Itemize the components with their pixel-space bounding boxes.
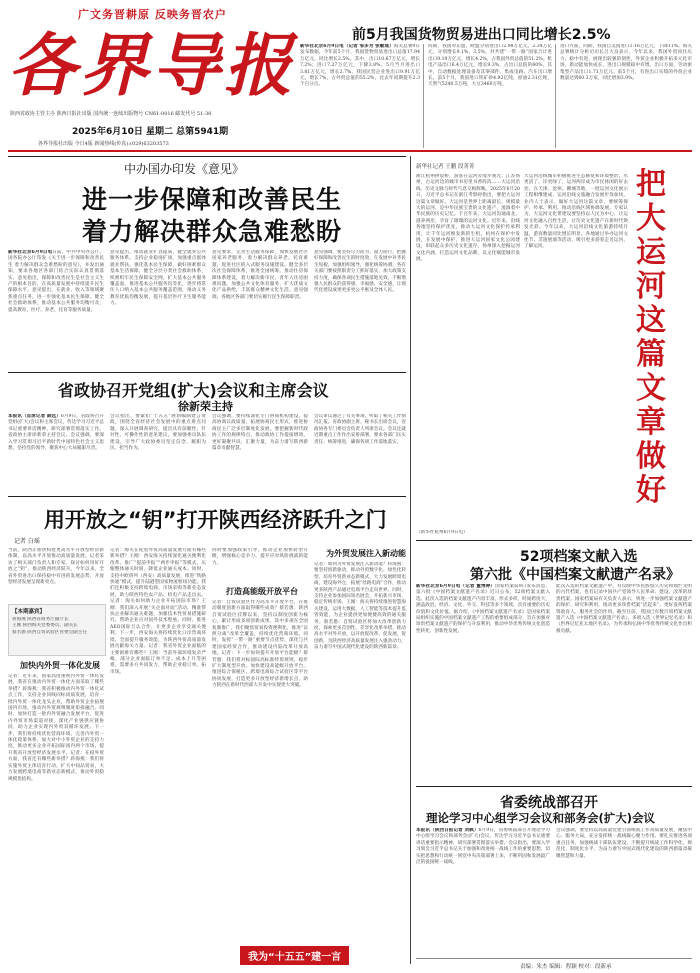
story2-body-2: 会议指出，要紧扣“十五五”规划编制建言资政，围绕全省经济社会发展中的重点难点问题，深入开展调查研究，提出具有前瞻性、针对性、可操作性的意见建议。要加强委员队伍建设，引导广大政协委员坚定信念、履职为民、担当作为。	[110, 414, 206, 452]
story3-banner: 我为“十五五”建一言	[240, 946, 349, 965]
masthead-rule	[8, 150, 692, 152]
masthead-slogan: 广文务晋耕原 反映务晋农户	[78, 8, 227, 21]
divider	[555, 44, 556, 148]
story4-body-1: 新华社北京6月9日电（记者 董博婷）国家档案局9日发布消息，第六批《中国档案文献遗产名录》近日公布，52项档案文献入选。此次入选的档案文献遗产内容丰富、形式多样，时间跨度大，涵盖政治、经济、文化、外交、科技等多个领域，具有重要的历史价值和文化价值。据介绍，《中国档案文献遗产名录》是国家档案局组织实施的中国档案文献遗产工程的重要组成部分，旨在加强对珍贵档案文献遗产的保护与开发利用，推动中华优秀传统文化创造性转化、创新性发展。	[416, 584, 550, 634]
masthead-info: 各界导报社出版 今日4版 新闻热线(传真):(029)63203573	[38, 141, 169, 147]
right-col-footer: （新华社杭州6月9日电）	[416, 530, 468, 535]
guest-1: 蒋海燕 陕西省商务厅副厅长	[12, 617, 69, 622]
lead-title-line1: 进一步保障和改善民生	[82, 185, 343, 214]
guest-box	[8, 604, 106, 656]
divider	[423, 44, 424, 148]
story2-title: 省政协召开党组(扩大)会议和主席会议	[58, 381, 329, 400]
lead-body-4: 意见强调，要坚持尽力而为、量力而行，把握好保障和改善民生的时度效，在发展中补齐民生短板。加强组织领导，强化统筹协调，各有关部门要按照职责分工抓好落实，加大政策支持力度，确保各项民生措施落地见效，不断增强人民群众的获得感、幸福感、安全感，让现代化建设成果更多更公平惠及全体人民。	[314, 250, 406, 294]
story2-body-1: 本报讯（首席记者 薛远）6月9日，省政协召开党组(扩大)会议和主席会议，传达学习习近平总书记重要讲话精神，研究部署贯彻落实工作。省政协主席徐新荣主持会议。会议强调，要深入学习贯彻习近平新时代中国特色社会主义思想，坚持党的领导，聚焦中心大局履职尽责。	[8, 414, 104, 452]
masthead-cn: 国内统一连续出版物号 CN61-0016 邮发代号 51-38	[93, 111, 212, 117]
story5-byline: 本报讯（陕西日报记者 刘枫）	[416, 828, 479, 833]
story2-body-4: 会议审议通过了有关事项，听取了相关工作情况汇报。省政协副主席、秘书长出席会议，省政协各专门委员会负责人列席会议。会议还就近期重点工作作出安排部署，要求各部门压实责任、统筹推进，确保各项工作落地落实。	[314, 414, 406, 445]
story3-body-5: 记者：自贸试验区作为高水平开放平台，在推动制度创新方面取得哪些成效？蔡若愚：陕西自贸试验区挂牌以来，坚持以制度创新为核心，累计形成多项创新成果，其中多项在全国复制推广。我们聚焦贸易投资便利化，推进“证照分离”改革全覆盖，持续优化营商环境。同时，发挥“一带一路”重要节点优势，深化与共建国家经贸合作，推动建设内陆改革开放高地。记者：下一步如何提升开放平台能级？蔡若愚：我们将对标国际高标准经贸规则，稳步扩大制度型开放，加快建设高能级开放平台，推进综合保税区、跨境电商综合试验区等平台协同发展，打造更多开放型经济新增长点，助力陕西在新时代西部大开发中实现更大突破。	[212, 600, 308, 689]
lead-byline: 新华社北京6月9日电	[8, 250, 53, 255]
lead-body-3: 意见要求，完善生活服务保障，加快发展社区居家养老服务，着力解决群众养老、托育难题，促进社区嵌入式服务设施建设。健全多层次社会保障体系，推进全国统筹。推动住房保障体系建设，着力解决新市民、青年人住房困难问题。加强公共文化体育服务，扩大优质文化产品供给，丰富群众精神文化生活。意见强调，各地区各部门要切实履行民生保障职责。	[212, 250, 308, 300]
masthead-sponsor	[10, 110, 290, 117]
story5-title-line2: 理论学习中心组学习会议和部务会(扩大)会议	[426, 811, 656, 825]
rule	[8, 496, 406, 497]
right-col-body-2: 大运河沿线城市积极推进生态修复和环境整治，水更清了，岸更绿了，运河两岸成为市民休闲的好去处。在天津、沧州、聊城等地，一批运河文化展示工程相继建成，运河沿线文旅融合发展步伐加快。业内人士表示，做好大运河这篇文章，要统筹保护、传承、利用，推动沿线区域协调发展。专家认为，大运河文化带建设要坚持以人民为中心，让运河文化融入百姓生活，让历史文化遗产在新时代焕发光彩。今年以来，大运河沿线文化旅游持续升温，游客数量同比增长明显。各地通过举办运河文化节、非遗展演等活动，吸引更多游客走近运河、了解运河。	[524, 174, 628, 250]
story3-section1: 加快内外贸一体化发展	[20, 661, 100, 670]
story5-body-1: 本报讯（陕西日报记者 刘枫）6月9日，省委统战部召开理论学习中心组学习会议和部务会(扩大)会议，传达学习习近平总书记重要讲话重要指示精神，研究部署贯彻落实举措。会议指出，要深入学习领会习近平总书记关于加强和改进统一战线工作的重要思想，切实把思想和行动统一到党中央决策部署上来，不断巩固和发展最广泛的爱国统一战线。	[416, 828, 550, 866]
divider	[410, 156, 411, 964]
lead-body-1: 新华社北京6月9日电日前，中共中央办公厅、国务院办公厅印发《关于进一步保障和改善民生 着力解决群众急难愁盼的意见》，并发出通知，要求各地区各部门结合实际认真贯彻落实。意见指出，保障和改善民生是社会主义生产的根本目的，在高质量发展中持续提升民生保障水平。意见提出，在就业、收入等领域聚焦重点任务，进一步强化基本民生保障。健全社会救助体系，推动基本公共服务均衡可及，提高教育、医疗、养老、托育等服务质量。	[8, 250, 104, 313]
rule	[416, 786, 692, 787]
top-story-body-1: 新华社北京6月9日电（记者 邹多为 张敏瑶）海关总署9日发布数据，今年前5个月，我国货物贸易进出口总值17.94万亿元，同比增长2.5%。其中，出口10.67万亿元，增长7.2%；进口7.27万亿元，下降3.8%。5月当月进出口3.81万亿元，增长2.7%。我国民营企业进出口9.91万亿元，增长7%，占外贸总值的55.2%，比去年同期提升2.3个百分点。	[300, 44, 420, 88]
top-story-title: 前5月我国货物贸易进出口同比增长2.5%	[352, 27, 611, 43]
top-story-body-3: 进口方面，同期，我国自美国进口1.16万亿元，下降11%。海关总署统计分析司司长吕大良表示，今年以来，我国外贸顶住压力、稳中有进，展现出较强的韧性，外贸企业积极开拓多元化市场，新动能加快成长，进出口规模稳中有增。出口方面，劳动密集型产品出口1.71万亿元。前5个月，有进出口实绩的外贸企业数量达到60.3万家，同比增加3.9%。	[560, 44, 692, 82]
story4-title-line1: 52项档案文献入选	[520, 549, 638, 565]
masthead-sponsor-text: 陕西省政协主管主办 陕西日报社出版	[10, 111, 92, 117]
lead-kicker: 中办国办印发《意见》	[124, 162, 245, 176]
right-col-byline: 新华社记者 王鹏 段菁菁	[416, 164, 475, 170]
rule	[8, 372, 406, 373]
guest-3: 蔡若愚 陕西自贸试验区管委会副主任	[12, 629, 87, 635]
masthead-title: 各界导报	[8, 26, 297, 106]
top-story-byline: 新华社北京6月9日电（记者 邹多为 张敏瑶）	[300, 44, 394, 49]
story3-body-6: 记者：如何为外贸发展注入新动能？蒋海燕：要坚持创新驱动，推动外贸数字化、绿色化转型，培育外贸新业态新模式。大力发展跨境电商，建设海外仓，拓展“丝路电商”合作，推动更多陕西产品通过电商平台走向世界。同时，支持企业参加国际知名展会，开拓新兴市场，稳定传统市场。王刚：海关将持续推进智慧海关建设，运用大数据、人工智能等技术提升监管效能，为企业提供更加便捷高效的通关服务。蔡若愚：自贸试验区将加大改革创新力度，探索更多首创性、差异化改革举措，推动高水平对外开放，以开放促改革、促发展、促创新，为陕西经济高质量发展注入强劲动力，奋力谱写中国式现代化建设的陕西新篇章。	[314, 562, 406, 651]
story3-section3: 为外贸发展注入新动能	[326, 549, 406, 558]
story3-byline: 记者 白瑶	[14, 538, 40, 545]
lead-body-2: 意见提出，推动就业扩容提质，健全就业公共服务体系，支持企业稳岗扩岗，加强重点群体就业帮扶。强化基本民生保障，做好困难群众基本生活保障，健全分层分类社会救助体系，织密织牢民生保障安全网。扩大基本公共服务覆盖面，推进基本公共服务均等化，逐步将常住人口纳入基本公共服务覆盖范围，推动义务教育优质均衡发展，提升基层医疗卫生服务能力。	[110, 250, 206, 307]
guest-2: 王刚 陕西海关党委委员、副关长	[12, 623, 78, 629]
story3-body-3: 记者：海关在促进外贸高质量发展方面有哪些新举措？王刚：西安海关持续深化通关便利化改革，推广“提前申报”“两步申报”等模式，压缩整体通关时间，降低企业通关成本。同时，支持中欧班列（西安）高质量发展，推进“铁路快通”模式，提升陆港型国家物流枢纽功能。我们还积极支持跨境电商、市场采购等新业态发展，助力陕西特色农产品、机电产品走出去。记者：海关如何助力企业开拓国际市场？王刚：我们深入开展“关企面对面”活动，精准帮扶企业解决通关难题，加强技术性贸易措施研究，帮助企业应对国外技术壁垒。同时，推进AEO国际互认合作，让更多企业享受通关便利。下一步，西安海关将持续优化口岸营商环境，全面提升服务效能，为陕西外贸高质量发展贡献海关力量。记者：我省外贸企业面临的主要困难有哪些？王刚：当前外部环境复杂严峻，部分企业面临订单不足、成本上升等困难，需要多方共同发力，帮助企业稳订单、拓市场。	[110, 548, 206, 675]
story2-byline: 本报讯（首席记者 薛远）	[8, 414, 61, 419]
story5-title-line1: 省委统战部召开	[500, 795, 598, 811]
story5-body-2: 会议强调，要坚持以高质量党建引领统战工作高质量发展，聚焦中心、服务大局，充分发挥统一战线凝心聚力作用。要扎实推进各项重点任务，加强统战干部队伍建设，不断提升统战工作科学化、规范化、制度化水平，为奋力谱写中国式现代化建设的陕西新篇章凝聚智慧和力量。	[556, 828, 692, 859]
footer-editors: 责编：朱杰 编辑：程颖 校对：段新承	[520, 964, 612, 970]
story2-subtitle: 徐新荣主持	[178, 400, 233, 413]
story3-title: 用开放之“钥”打开陕西经济跃升之门	[44, 508, 387, 532]
guest-box-title: 【本期嘉宾】	[12, 609, 46, 615]
right-col-body-3	[416, 530, 692, 536]
story4-body-2: 此次入选的档案文献遗产中，有反映中华民族悠久历史和灿烂文明的古代档案，也有记录中国共产党领导人民革命、建设、改革的珍贵档案。国家档案局有关负责人表示，将进一步加强档案文献遗产的保护、研究和利用，推动更多珍贵档案“活起来”，更好发挥档案资政育人、服务社会的作用。截至目前，我国已有数百项档案文献遗产入选《中国档案文献遗产名录》，多项入选《世界记忆名录》和《世界记忆亚太地区名录》，为传承和弘扬中华优秀传统文化作出积极贡献。	[556, 584, 692, 634]
right-col-title: 把大运河这篇文章做好	[636, 167, 666, 508]
rule	[416, 958, 692, 959]
story3-body-2: 记者：近年来，国家高度重视内外贸一体化发展，我省在推动内外贸一体化方面采取了哪些举措？蒋海燕：我省积极推动内外贸一体化试点工作，支持企业同线同标同质发展，培育一批内外贸一体化龙头企业，帮助外贸企业拓展国内市场，推动内外贸规则制度衔接融合。同时，加快打造一批内外贸融合发展平台，促进内外贸市场渠道对接，深化产业链供应链协同，助力企业实现内外贸双循环发展。下一步，我们将持续优化营商环境，完善内外贸一体化政策体系，加大对中小外贸企业的支持力度，推动更多企业开拓国际国内两个市场，提升我省开放型经济发展水平。记者：在稳外贸方面，我省还有哪些新举措？蒋海燕：我们将实施外贸主体培育行动，扩大中间品贸易，大力发展跨境电商等新业态新模式，推动外贸稳规模优结构。	[8, 674, 104, 782]
lead-title-line2: 着力解决群众急难愁盼	[82, 217, 343, 246]
story3-section2: 打造高能级开放平台	[226, 587, 298, 596]
story3-body-1: 当前，陕西正加快构建更高水平开放型经济新体制，以高水平开放推动高质量发展。记者采访了相关部门负责人和专家，探讨如何用好开放之“钥”，推动陕西经济跃升。今年以来，全省外贸进出口保持稳中有进的发展态势，开放型经济发展呈现新亮点。	[8, 548, 104, 586]
story3-body-4: 同时要加强政策引导，推动企业加快转型升级，增强核心竞争力，提升应对风险挑战的能力。	[212, 548, 308, 566]
top-story-body-2: 同期，我国对东盟、欧盟分别进出口2.98万亿元、2.34万亿元，分别增长9.1%、3.5%。对共建“一带一路”国家合计进出口9.19万亿元，增长4.2%，占我国外贸总值的51.2%。机电产品出口6.4万亿元，增长9.3%，占出口总值的60%，其中，自动数据处理设备及其零部件、集成电路、汽车出口增长。前5个月，我国进口铁矿砂4.92亿吨，原油2.31亿吨，天然气5240.5万吨，大豆3460万吨。	[428, 44, 552, 88]
right-col-body-1: 浙江杭州拱宸桥，游客在运河旁漫步观光；江苏扬州，古运河边的城市书房里书香阵阵……大运河沿线，历史文脉与时代气息交相辉映。2025年6月20日，习近平总书记在浙江考察时指出，要把大运河这篇文章做好。大运河是世界上距离最长、规模最大的运河，是中华民族宝贵的文化遗产，流淌着中华民族的历史记忆。千百年来，大运河沟通南北，滋养两岸，孕育了璀璨的运河文化。近年来，沿线各地坚持保护优先，推动大运河文化保护传承利用，让千年运河焕发新的生机。杭州在保护中发展，在发展中保护，推进大运河国家文化公园建设，串联起众多历史文化遗存。扬州深入挖掘运河文化内涵，打造运河文化品牌，以文化赋能城市发展。	[416, 174, 520, 263]
story4-byline: 新华社北京6月9日电（记者 董博婷）	[416, 584, 496, 589]
masthead-date: 2025年6月10日 星期二 总第5941期	[72, 127, 229, 137]
story4-title-line2: 第六批《中国档案文献遗产名录》	[470, 567, 680, 583]
rule	[416, 540, 692, 541]
rule	[8, 156, 406, 157]
story2-body-3: 会议强调，要持续深化专门协商机构建设，提高协商议政质量，拓展协商民主形式，推进协商民主广泛多层制度化发展。要把握新时代政协工作的规律特点，推动政协工作提质增效，更好凝聚共识、汇聚力量，为奋力谱写陕西新篇章贡献智慧。	[212, 414, 308, 452]
